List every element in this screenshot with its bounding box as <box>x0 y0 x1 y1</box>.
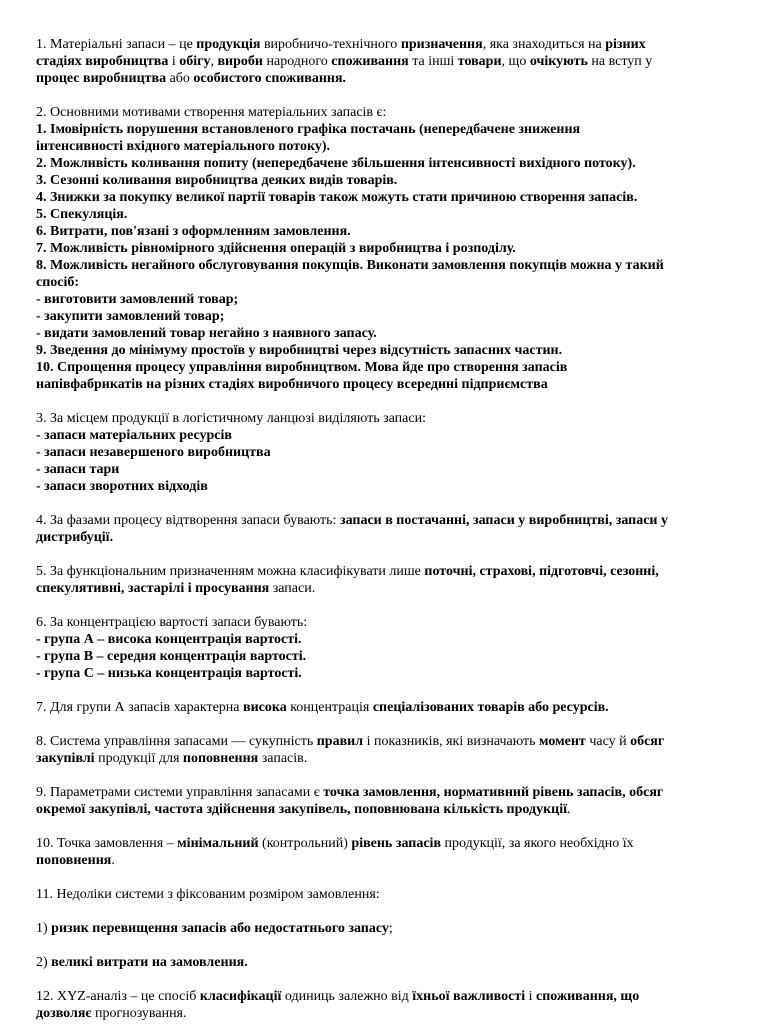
bold-text-run: 2. Можливість коливання попиту (непередбачене збільшення інтенсивності вихідного потоку). <box>36 156 636 171</box>
bold-text-run: їхньої важливості <box>412 989 526 1004</box>
bold-text-run: поточні, страхові, підготовчі, сезонні, <box>424 564 659 579</box>
text-line <box>36 784 748 801</box>
bold-text-run: обігу <box>179 54 211 69</box>
paragraph <box>36 954 748 971</box>
bold-text-run: великі витрати на замовлення. <box>51 955 248 970</box>
paragraph <box>36 699 748 716</box>
bold-text-run: окремої закупівлі, частота здійснення закупівель, поповнювана кількість продукції <box>36 802 567 817</box>
text-line <box>36 733 748 750</box>
text-line <box>36 206 748 223</box>
text-run: 12. XYZ-аналіз – це спосіб <box>36 989 200 1004</box>
text-line <box>36 512 748 529</box>
text-run: народного <box>262 54 332 69</box>
text-line <box>36 852 748 869</box>
bold-text-run: - закупити замовлений товар; <box>36 309 225 324</box>
text-line <box>36 325 748 342</box>
paragraph <box>36 784 748 818</box>
text-run: 8. Система управління запасами — сукупність <box>36 734 317 749</box>
text-run: або <box>166 71 194 86</box>
text-run: , яка знаходиться на <box>482 37 606 52</box>
bold-text-run: - виготовити замовлений товар; <box>36 292 239 307</box>
bold-text-run: споживання <box>331 54 409 69</box>
bold-text-run: різних <box>605 37 646 52</box>
bold-text-run: мінімальний <box>177 836 259 851</box>
text-run: продукції для <box>94 751 183 766</box>
text-line <box>36 444 748 461</box>
text-line <box>36 801 748 818</box>
text-line <box>36 155 748 172</box>
paragraph <box>36 835 748 869</box>
text-line <box>36 342 748 359</box>
bold-text-run: 7. Можливість рівномірного здійснення операцій з виробництва і розподілу. <box>36 241 516 256</box>
bold-text-run: товари <box>457 54 502 69</box>
text-run: і показників, які визначають <box>363 734 540 749</box>
text-line <box>36 665 748 682</box>
bold-text-run: рівень запасів <box>351 836 441 851</box>
text-line <box>36 53 748 70</box>
bold-text-run: 9. Зведення до мінімуму простоїв у виробництві через відсутність запасних частин. <box>36 343 563 358</box>
text-run: та інші <box>408 54 458 69</box>
text-run: часу й <box>585 734 631 749</box>
bold-text-run: момент <box>539 734 586 749</box>
text-line <box>36 257 748 274</box>
bold-text-run: обсяг <box>630 734 665 749</box>
text-line <box>36 308 748 325</box>
text-run: 2) <box>36 955 52 970</box>
text-line <box>36 274 748 291</box>
text-line <box>36 478 748 495</box>
bold-text-run: - запаси зворотних відходів <box>36 479 208 494</box>
paragraph <box>36 36 748 87</box>
bold-text-run: стадіях виробництва <box>36 54 169 69</box>
bold-text-run: поповнення <box>182 751 259 766</box>
bold-text-run: спеціалізованих товарів або ресурсів. <box>372 700 609 715</box>
paragraph <box>36 988 748 1022</box>
text-line <box>36 750 748 767</box>
text-run: і <box>525 989 537 1004</box>
text-run: 9. Параметрами системи управління запасами є <box>36 785 324 800</box>
text-run: 3. За місцем продукції в логістичному ланцюзі виділяють запаси: <box>36 411 426 426</box>
bold-text-run: 4. Знижки за покупку великої партії товарів також можуть стати причиною створення запасів. <box>36 190 638 205</box>
bold-text-run: 3. Сезонні коливання виробництва деяких видів товарів. <box>36 173 398 188</box>
bold-text-run: напівфабрикатів на різних стадіях виробничого процесу всередині підприємства <box>36 377 548 392</box>
text-line <box>36 240 748 257</box>
bold-text-run: 8. Можливість негайного обслуговування покупців. Виконати замовлення покупців можна у такий <box>36 258 664 273</box>
bold-text-run: вироби <box>217 54 263 69</box>
text-line <box>36 138 748 155</box>
text-run: 4. За фазами процесу відтворення запаси бувають: <box>36 513 340 528</box>
bold-text-run: - видати замовлений товар негайно з наявного запасу. <box>36 326 377 341</box>
bold-text-run: правил <box>316 734 364 749</box>
text-line <box>36 223 748 240</box>
text-run: виробничо-технічного <box>260 37 401 52</box>
paragraph <box>36 920 748 937</box>
bold-text-run: процес виробництва <box>36 71 167 86</box>
bold-text-run: запаси в постачанні, запаси у виробництві, запаси у <box>339 513 669 528</box>
bold-text-run: класифікації <box>199 989 282 1004</box>
text-line <box>36 563 748 580</box>
bold-text-run: 5. Спекуляція. <box>36 207 128 222</box>
bold-text-run: - запаси тари <box>36 462 120 477</box>
paragraph <box>36 410 748 495</box>
text-line <box>36 461 748 478</box>
paragraph <box>36 886 748 903</box>
text-run: 1) <box>36 921 52 936</box>
text-line <box>36 614 748 631</box>
bold-text-run: закупівлі <box>36 751 95 766</box>
text-run: 1. Матеріальні запаси – це <box>36 37 197 52</box>
text-line <box>36 410 748 427</box>
text-run: продукції, за якого необхідно їх <box>441 836 634 851</box>
bold-text-run: - група С – низька концентрація вартості. <box>36 666 302 681</box>
text-line <box>36 291 748 308</box>
text-line <box>36 359 748 376</box>
text-line <box>36 529 748 546</box>
text-run: , що <box>501 54 530 69</box>
text-line <box>36 886 748 903</box>
bold-text-run: спосіб: <box>36 275 80 290</box>
text-run: запасів. <box>258 751 308 766</box>
text-run: і <box>168 54 180 69</box>
text-run: (контрольний) <box>258 836 352 851</box>
text-line <box>36 376 748 393</box>
text-run: ; <box>388 921 393 936</box>
text-line <box>36 954 748 971</box>
text-line <box>36 104 748 121</box>
text-run: , <box>210 54 218 69</box>
text-line <box>36 988 748 1005</box>
paragraph <box>36 733 748 767</box>
text-run: 7. Для групи А запасів характерна <box>36 700 244 715</box>
text-line <box>36 189 748 206</box>
text-run: . <box>566 802 571 817</box>
text-run: одиниць залежно від <box>281 989 413 1004</box>
text-line <box>36 580 748 597</box>
text-line <box>36 172 748 189</box>
text-run: 10. Точка замовлення – <box>36 836 178 851</box>
bold-text-run: - група А – висока концентрація вартості. <box>36 632 302 647</box>
bold-text-run: дистрибуції. <box>36 530 114 545</box>
text-run: концентрація <box>286 700 373 715</box>
text-run: на вступ у <box>587 54 653 69</box>
text-line <box>36 920 748 937</box>
text-line <box>36 121 748 138</box>
bold-text-run: інтенсивності вхідного матеріального потоку). <box>36 139 331 154</box>
text-line <box>36 631 748 648</box>
text-line <box>36 699 748 716</box>
paragraph <box>36 512 748 546</box>
text-run: запаси. <box>269 581 316 596</box>
bold-text-run: - запаси незавершеного виробництва <box>36 445 271 460</box>
bold-text-run: поповнення <box>36 853 112 868</box>
bold-text-run: 6. Витрати, пов'язані з оформленням замовлення. <box>36 224 351 239</box>
paragraph <box>36 614 748 682</box>
text-run: прогнозування. <box>91 1006 187 1021</box>
bold-text-run: ризик перевищення запасів або недостатнього запасу <box>51 921 389 936</box>
bold-text-run: точка замовлення, нормативний рівень запасів, обсяг <box>323 785 664 800</box>
document-body <box>36 36 748 1022</box>
bold-text-run: - запаси матеріальних ресурсів <box>36 428 232 443</box>
bold-text-run: - група В – середня концентрація вартості. <box>36 649 307 664</box>
text-line <box>36 835 748 852</box>
text-run: . <box>111 853 115 868</box>
text-run: 2. Основними мотивами створення матеріальних запасів є: <box>36 105 387 120</box>
paragraph <box>36 563 748 597</box>
text-line <box>36 648 748 665</box>
bold-text-run: призначення <box>400 37 483 52</box>
text-line <box>36 1005 748 1022</box>
text-line <box>36 36 748 53</box>
bold-text-run: особистого споживання. <box>193 71 347 86</box>
bold-text-run: продукція <box>196 37 261 52</box>
bold-text-run: висока <box>243 700 287 715</box>
text-line <box>36 427 748 444</box>
text-run: 5. За функціональним призначенням можна класифікувати лише <box>36 564 425 579</box>
paragraph <box>36 104 748 393</box>
bold-text-run: дозволяє <box>36 1006 92 1021</box>
text-run: 6. За концентрацією вартості запаси бувають: <box>36 615 308 630</box>
bold-text-run: 10. Спрощення процесу управління виробництвом. Мова йде про створення запасів <box>36 360 568 375</box>
bold-text-run: 1. Імовірність порушення встановленого графіка постачань (непередбачене зниження <box>36 122 581 137</box>
text-line <box>36 70 748 87</box>
text-run: 11. Недоліки системи з фіксованим розміром замовлення: <box>36 887 380 902</box>
bold-text-run: очікують <box>529 54 588 69</box>
bold-text-run: споживання, що <box>536 989 640 1004</box>
bold-text-run: спекулятивні, застарілі і просування <box>36 581 270 596</box>
